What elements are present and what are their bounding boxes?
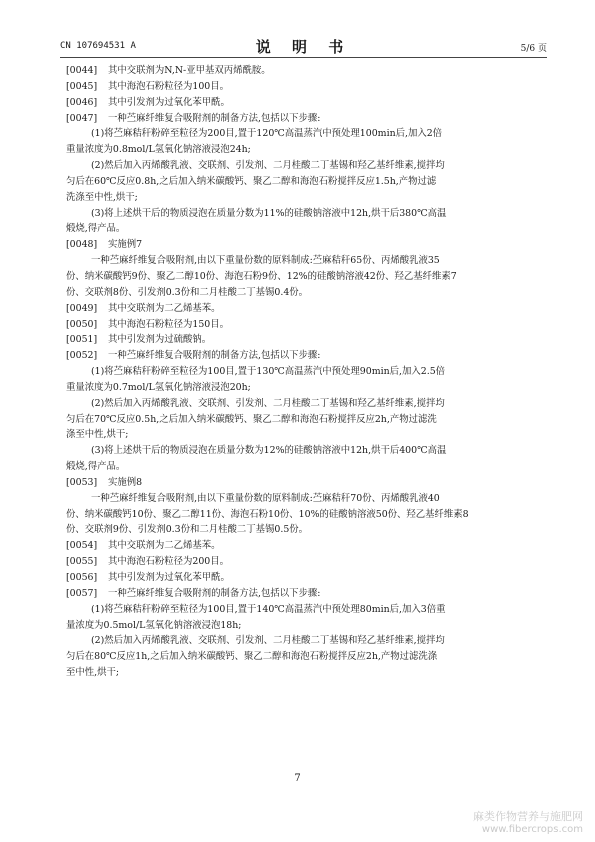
paragraph-line: 煅烧,得产品。: [66, 461, 126, 473]
document-title: 说 明 书: [255, 38, 352, 56]
paragraph-text: 其中交联剂为二乙烯基苯。: [108, 302, 221, 314]
paragraph-number: [0049]: [66, 302, 98, 314]
paragraph-number: [0056]: [66, 572, 98, 583]
paragraph-row: [66, 348, 551, 364]
paragraph-row: [66, 237, 551, 253]
paragraph-line: 份、纳米碳酸钙9份、聚乙二醇10份、海泡石粉9份、12%的硅酸钠溶液42份、羟乙基纤维素7: [66, 270, 457, 282]
paragraph-line: (1)将苎麻秸秆粉碎至粒径为100目,置于130℃高温蒸汽中预处理90min后,加入2.5倍: [91, 366, 446, 378]
paragraph-number: [0057]: [66, 587, 98, 599]
paragraph-line: (1)将苎麻秸秆粉碎至粒径为100目,置于140℃高温蒸汽中预处理80min后,加入3倍重: [91, 603, 446, 615]
paragraph-block: [66, 491, 551, 539]
paragraph-number: [0055]: [66, 556, 98, 568]
paragraph-number: [0054]: [66, 540, 98, 552]
paragraph-text: 其中交联剂为N,N-亚甲基双丙烯酰胺。: [108, 65, 271, 76]
watermark: [473, 810, 583, 836]
paragraph-line: 涤至中性,烘干;: [66, 429, 129, 441]
paragraph-row: [66, 332, 551, 348]
paragraph-text: 其中交联剂为二乙烯基苯。: [108, 540, 221, 552]
paragraph-row: [66, 570, 551, 586]
page-header: [60, 36, 547, 56]
paragraph-row: [66, 586, 551, 602]
paragraph-text: 其中海泡石粉粒径为100目。: [108, 80, 230, 92]
paragraph-text: 实施例8: [108, 476, 143, 488]
patent-number: CN 107694531 A: [60, 41, 136, 51]
paragraph-text: 其中引发剂为过氧化苯甲酰。: [108, 96, 230, 108]
paragraph-line: (2)然后加入丙烯酸乳液、交联剂、引发剂、二月桂酸二丁基锡和羟乙基纤维素,搅拌均: [91, 397, 445, 409]
paragraph-text: 一种苎麻纤维复合吸附剂的制备方法,包括以下步骤:: [108, 112, 321, 124]
paragraph-number: [0046]: [66, 96, 98, 108]
paragraph-block: [66, 206, 551, 238]
paragraph-line: 一种苎麻纤维复合吸附剂,由以下重量份数的原料制成:苎麻秸秆65份、丙烯酸乳液35: [91, 255, 440, 267]
paragraph-number: [0053]: [66, 476, 98, 488]
paragraph-line: (3)将上述烘干后的物质浸泡在质量分数为11%的硅酸钠溶液中12h,烘干后380℃高温: [91, 207, 447, 219]
paragraph-line: (2)然后加入丙烯酸乳液、交联剂、引发剂、二月桂酸二丁基锡和羟乙基纤维素,搅拌均: [91, 160, 445, 172]
paragraph-line: 份、交联剂9份、引发剂0.3份和二月桂酸二丁基锡0.5份。: [66, 524, 309, 536]
paragraph-line: 份、纳米碳酸钙10份、聚乙二醇11份、海泡石粉10份、10%的硅酸钠溶液50份、羟乙基纤维素8: [66, 508, 469, 520]
paragraph-text: 其中引发剂为过氧化苯甲酰。: [108, 572, 230, 583]
watermark-url: www.fibercrops.com: [481, 824, 583, 835]
paragraph-text: 一种苎麻纤维复合吸附剂的制备方法,包括以下步骤:: [108, 350, 321, 362]
paragraph-number: [0050]: [66, 318, 98, 330]
paragraph-number: [0047]: [66, 112, 98, 124]
paragraph-block: [66, 633, 551, 681]
document-body: [66, 63, 551, 681]
paragraph-number: [0052]: [66, 350, 98, 362]
paragraph-line: 量浓度为0.5mol/L氢氧化钠溶液浸泡18h;: [66, 619, 242, 631]
paragraph-block: [66, 158, 551, 206]
paragraph-line: 一种苎麻纤维复合吸附剂,由以下重量份数的原料制成:苎麻秸秆70份、丙烯酸乳液40: [91, 492, 440, 504]
paragraph-row: [66, 317, 551, 333]
paragraph-row: [66, 301, 551, 317]
paragraph-row: [66, 111, 551, 127]
paragraph-line: (1)将苎麻秸秆粉碎至粒径为200目,置于120℃高温蒸汽中预处理100min后,加入2倍: [91, 128, 443, 140]
paragraph-line: 煅烧,得产品。: [66, 223, 126, 235]
paragraph-line: (2)然后加入丙烯酸乳液、交联剂、引发剂、二月桂酸二丁基锡和羟乙基纤维素,搅拌均: [91, 635, 445, 647]
page-indicator: 5/6 页: [520, 44, 547, 54]
page-number: 7: [294, 773, 301, 784]
paragraph-row: [66, 79, 551, 95]
paragraph-row: [66, 554, 551, 570]
paragraph-text: 其中引发剂为过硫酸钠。: [108, 334, 212, 346]
paragraph-block: [66, 443, 551, 475]
paragraph-line: 洗涤至中性,烘干;: [66, 191, 138, 203]
paragraph-line: 份、交联剂8份、引发剂0.3份和二月桂酸二丁基锡0.4份。: [66, 286, 309, 298]
paragraph-row: [66, 538, 551, 554]
paragraph-line: 匀后在60℃反应0.8h,之后加入纳米碳酸钙、聚乙二醇和海泡石粉搅拌反应1.5h,产物过滤: [66, 175, 437, 187]
paragraph-line: 匀后在80℃反应1h,之后加入纳米碳酸钙、聚乙二醇和海泡石粉搅拌反应2h,产物过滤洗涤: [66, 651, 438, 663]
paragraph-line: (3)将上述烘干后的物质浸泡在质量分数为12%的硅酸钠溶液中12h,烘干后400℃高温: [91, 445, 447, 457]
paragraph-block: [66, 396, 551, 444]
paragraph-line: 重量浓度为0.7mol/L氢氧化钠溶液浸泡20h;: [66, 381, 251, 393]
paragraph-text: 其中海泡石粉粒径为150目。: [108, 318, 230, 330]
paragraph-block: [66, 253, 551, 301]
paragraph-text: 一种苎麻纤维复合吸附剂的制备方法,包括以下步骤:: [108, 587, 321, 599]
paragraph-block: [66, 364, 551, 396]
paragraph-block: [66, 126, 551, 158]
paragraph-row: [66, 95, 551, 111]
paragraph-block: [66, 602, 551, 634]
paragraph-number: [0051]: [66, 334, 98, 346]
watermark-title: 麻类作物营养与施肥网: [473, 810, 583, 823]
paragraph-number: [0044]: [66, 65, 98, 76]
paragraph-number: [0045]: [66, 80, 98, 92]
paragraph-line: 重量浓度为0.8mol/L氢氧化钠溶液浸泡24h;: [66, 144, 251, 156]
paragraph-line: 匀后在70℃反应0.5h,之后加入纳米碳酸钙、聚乙二醇和海泡石粉搅拌反应2h,产物过滤洗: [66, 413, 437, 425]
paragraph-row: [66, 475, 551, 491]
paragraph-number: [0048]: [66, 239, 98, 251]
paragraph-row: [66, 63, 551, 79]
paragraph-text: 实施例7: [108, 239, 143, 251]
paragraph-line: 至中性,烘干;: [66, 667, 120, 679]
paragraph-text: 其中海泡石粉粒径为200目。: [108, 556, 230, 568]
header-divider: [60, 57, 547, 58]
